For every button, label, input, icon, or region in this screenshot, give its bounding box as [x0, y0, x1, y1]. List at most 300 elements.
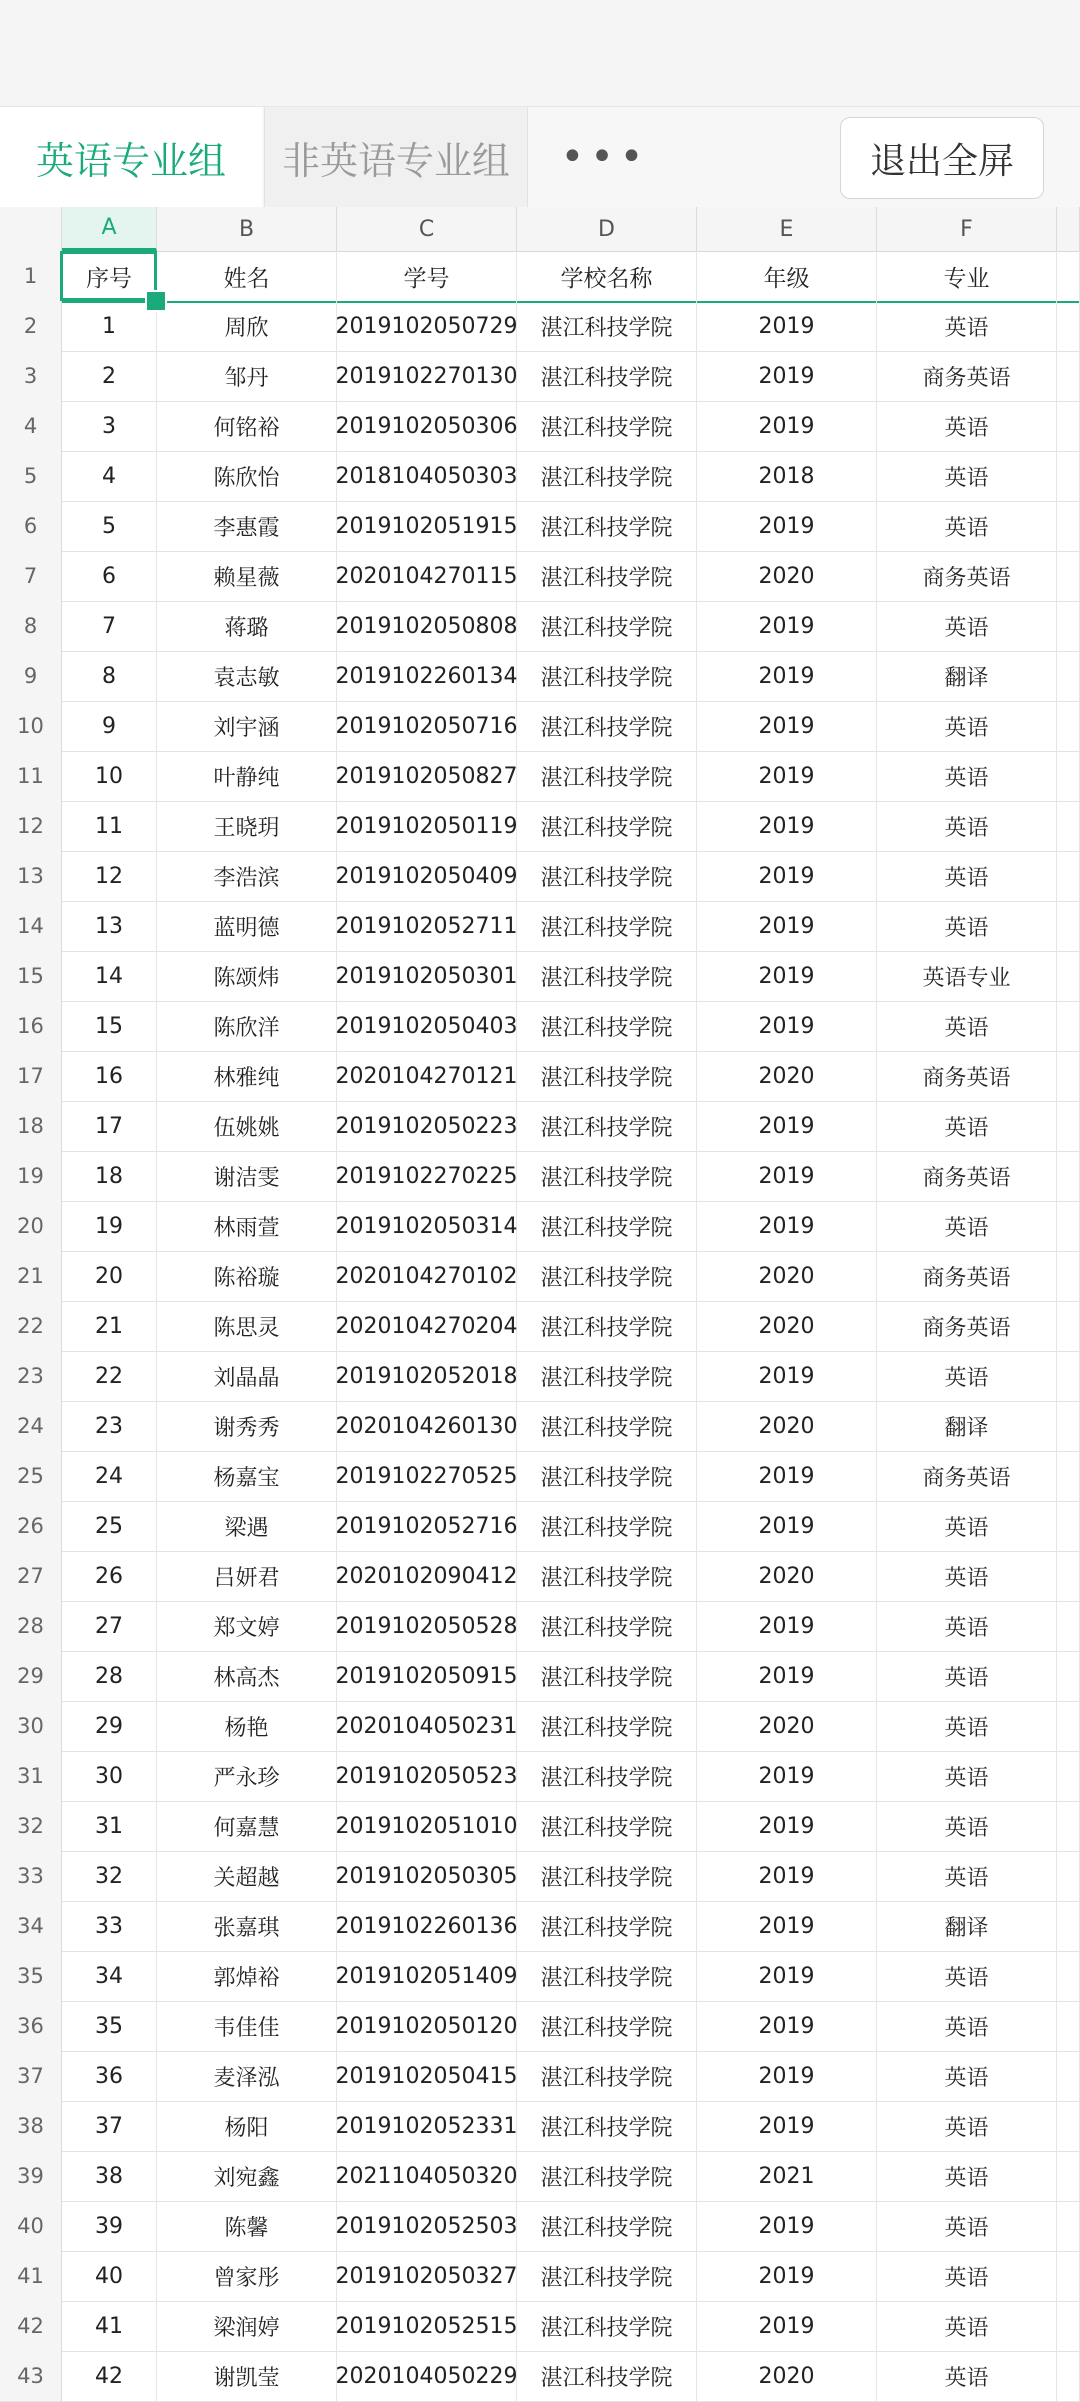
- table-cell[interactable]: 湛江科技学院: [517, 1251, 697, 1301]
- table-cell[interactable]: 41: [62, 2301, 157, 2351]
- table-cell[interactable]: 15: [62, 1001, 157, 1051]
- table-cell[interactable]: 2019: [697, 901, 877, 951]
- table-cell[interactable]: 湛江科技学院: [517, 1001, 697, 1051]
- table-cell[interactable]: [1057, 1101, 1080, 1151]
- table-cell[interactable]: 英语: [877, 1751, 1057, 1801]
- table-cell[interactable]: 2019: [697, 601, 877, 651]
- table-cell[interactable]: 2019: [697, 1001, 877, 1051]
- row-header[interactable]: 25: [0, 1451, 62, 1501]
- row-header[interactable]: 26: [0, 1501, 62, 1551]
- table-cell[interactable]: 陈颂炜: [157, 951, 337, 1001]
- table-cell[interactable]: 2020104270204: [337, 1301, 517, 1351]
- table-cell[interactable]: [1057, 2201, 1080, 2251]
- tab-english-major[interactable]: 英语专业组: [0, 107, 262, 207]
- row-header[interactable]: 6: [0, 501, 62, 551]
- table-cell[interactable]: [1057, 1251, 1080, 1301]
- column-title-cell[interactable]: 学号: [337, 251, 517, 301]
- table-cell[interactable]: 湛江科技学院: [517, 1901, 697, 1951]
- table-cell[interactable]: 2019102051915: [337, 501, 517, 551]
- table-cell[interactable]: 6: [62, 551, 157, 601]
- table-cell[interactable]: [1057, 401, 1080, 451]
- table-cell[interactable]: 2019102260136: [337, 1901, 517, 1951]
- row-header[interactable]: 23: [0, 1351, 62, 1401]
- table-cell[interactable]: 英语: [877, 851, 1057, 901]
- table-cell[interactable]: 谢凯莹: [157, 2351, 337, 2401]
- row-header[interactable]: 20: [0, 1201, 62, 1251]
- table-cell[interactable]: 2019102050327: [337, 2251, 517, 2301]
- table-cell[interactable]: [1057, 1551, 1080, 1601]
- table-cell[interactable]: [1057, 1301, 1080, 1351]
- table-cell[interactable]: 谢洁雯: [157, 1151, 337, 1201]
- table-cell[interactable]: 刘宇涵: [157, 701, 337, 751]
- table-cell[interactable]: 2019102260134: [337, 651, 517, 701]
- table-cell[interactable]: 湛江科技学院: [517, 2251, 697, 2301]
- row-header[interactable]: 33: [0, 1851, 62, 1901]
- table-cell[interactable]: 湛江科技学院: [517, 2151, 697, 2201]
- table-cell[interactable]: 13: [62, 901, 157, 951]
- table-cell[interactable]: 2020: [697, 1051, 877, 1101]
- row-header[interactable]: 29: [0, 1651, 62, 1701]
- table-cell[interactable]: [1057, 801, 1080, 851]
- tab-non-english-major[interactable]: 非英语专业组: [264, 107, 528, 207]
- table-cell[interactable]: 英语: [877, 451, 1057, 501]
- row-header[interactable]: 13: [0, 851, 62, 901]
- table-cell[interactable]: [1057, 1801, 1080, 1851]
- table-cell[interactable]: [1057, 1901, 1080, 1951]
- table-cell[interactable]: 2019102052503: [337, 2201, 517, 2251]
- fill-handle[interactable]: [145, 290, 167, 312]
- table-cell[interactable]: 2019102050403: [337, 1001, 517, 1051]
- table-cell[interactable]: 湛江科技学院: [517, 801, 697, 851]
- table-cell[interactable]: 2019102050528: [337, 1601, 517, 1651]
- table-cell[interactable]: [1057, 251, 1080, 301]
- row-header[interactable]: 8: [0, 601, 62, 651]
- table-cell[interactable]: 2019102050716: [337, 701, 517, 751]
- table-cell[interactable]: 24: [62, 1451, 157, 1501]
- table-cell[interactable]: 2019102270130: [337, 351, 517, 401]
- table-cell[interactable]: 2019102052018: [337, 1351, 517, 1401]
- table-cell[interactable]: 27: [62, 1601, 157, 1651]
- table-cell[interactable]: 湛江科技学院: [517, 851, 697, 901]
- table-cell[interactable]: [1057, 1051, 1080, 1101]
- table-cell[interactable]: 英语: [877, 1601, 1057, 1651]
- table-cell[interactable]: 23: [62, 1401, 157, 1451]
- row-header[interactable]: 34: [0, 1901, 62, 1951]
- row-header[interactable]: 30: [0, 1701, 62, 1751]
- table-cell[interactable]: 2019102052711: [337, 901, 517, 951]
- table-cell[interactable]: 18: [62, 1151, 157, 1201]
- table-cell[interactable]: 吕妍君: [157, 1551, 337, 1601]
- column-header-d[interactable]: D: [517, 207, 697, 251]
- row-header[interactable]: 10: [0, 701, 62, 751]
- row-header[interactable]: 19: [0, 1151, 62, 1201]
- table-cell[interactable]: 林雨萱: [157, 1201, 337, 1251]
- table-cell[interactable]: 12: [62, 851, 157, 901]
- table-cell[interactable]: 英语: [877, 1201, 1057, 1251]
- table-cell[interactable]: 33: [62, 1901, 157, 1951]
- table-cell[interactable]: 英语: [877, 701, 1057, 751]
- table-cell[interactable]: 湛江科技学院: [517, 2101, 697, 2151]
- row-header[interactable]: 7: [0, 551, 62, 601]
- table-cell[interactable]: [1057, 1401, 1080, 1451]
- table-cell[interactable]: 英语: [877, 1101, 1057, 1151]
- table-cell[interactable]: 2019: [697, 851, 877, 901]
- table-cell[interactable]: 英语: [877, 1501, 1057, 1551]
- row-header[interactable]: 11: [0, 751, 62, 801]
- column-title-cell[interactable]: 姓名: [157, 251, 337, 301]
- table-cell[interactable]: 商务英语: [877, 1301, 1057, 1351]
- table-cell[interactable]: 湛江科技学院: [517, 951, 697, 1001]
- table-cell[interactable]: 英语: [877, 1551, 1057, 1601]
- table-cell[interactable]: [1057, 1501, 1080, 1551]
- table-cell[interactable]: 30: [62, 1751, 157, 1801]
- table-cell[interactable]: 2019102050119: [337, 801, 517, 851]
- table-cell[interactable]: 2020: [697, 1701, 877, 1751]
- table-cell[interactable]: 9: [62, 701, 157, 751]
- row-header[interactable]: 35: [0, 1951, 62, 2001]
- row-header[interactable]: 36: [0, 2001, 62, 2051]
- table-cell[interactable]: 2019102050827: [337, 751, 517, 801]
- table-cell[interactable]: 2019102270525: [337, 1451, 517, 1501]
- table-cell[interactable]: 英语: [877, 2251, 1057, 2301]
- row-header[interactable]: 17: [0, 1051, 62, 1101]
- table-cell[interactable]: 湛江科技学院: [517, 651, 697, 701]
- table-cell[interactable]: 37: [62, 2101, 157, 2151]
- table-cell[interactable]: 14: [62, 951, 157, 1001]
- table-cell[interactable]: 翻译: [877, 1901, 1057, 1951]
- table-cell[interactable]: 2019102050915: [337, 1651, 517, 1701]
- table-cell[interactable]: 2019102051010: [337, 1801, 517, 1851]
- table-cell[interactable]: 伍姚姚: [157, 1101, 337, 1151]
- table-cell[interactable]: 英语专业: [877, 951, 1057, 1001]
- table-cell[interactable]: [1057, 851, 1080, 901]
- table-cell[interactable]: 湛江科技学院: [517, 351, 697, 401]
- row-header[interactable]: 18: [0, 1101, 62, 1151]
- table-cell[interactable]: 20: [62, 1251, 157, 1301]
- table-cell[interactable]: [1057, 751, 1080, 801]
- table-cell[interactable]: [1057, 1651, 1080, 1701]
- table-cell[interactable]: 2019: [697, 2301, 877, 2351]
- table-cell[interactable]: [1057, 1701, 1080, 1751]
- column-title-cell[interactable]: 序号: [62, 251, 157, 301]
- table-cell[interactable]: 湛江科技学院: [517, 1101, 697, 1151]
- table-cell[interactable]: 2020102090412: [337, 1551, 517, 1601]
- row-header[interactable]: 21: [0, 1251, 62, 1301]
- table-cell[interactable]: [1057, 2351, 1080, 2401]
- table-cell[interactable]: 英语: [877, 1801, 1057, 1851]
- table-cell[interactable]: 湛江科技学院: [517, 1351, 697, 1401]
- table-cell[interactable]: 何铭裕: [157, 401, 337, 451]
- table-cell[interactable]: [1057, 2051, 1080, 2101]
- table-cell[interactable]: 陈裕璇: [157, 1251, 337, 1301]
- table-cell[interactable]: [1057, 1351, 1080, 1401]
- column-title-cell[interactable]: 年级: [697, 251, 877, 301]
- table-cell[interactable]: 湛江科技学院: [517, 1701, 697, 1751]
- table-cell[interactable]: 湛江科技学院: [517, 1951, 697, 2001]
- table-cell[interactable]: 25: [62, 1501, 157, 1551]
- table-cell[interactable]: [1057, 2151, 1080, 2201]
- row-header[interactable]: 22: [0, 1301, 62, 1351]
- table-cell[interactable]: 2019: [697, 1101, 877, 1151]
- table-cell[interactable]: 张嘉琪: [157, 1901, 337, 1951]
- table-cell[interactable]: 邹丹: [157, 351, 337, 401]
- row-header[interactable]: 2: [0, 301, 62, 351]
- table-cell[interactable]: 34: [62, 1951, 157, 2001]
- table-cell[interactable]: 8: [62, 651, 157, 701]
- table-cell[interactable]: [1057, 2301, 1080, 2351]
- table-cell[interactable]: 陈思灵: [157, 1301, 337, 1351]
- table-cell[interactable]: 蒋璐: [157, 601, 337, 651]
- table-cell[interactable]: 英语: [877, 401, 1057, 451]
- table-cell[interactable]: 2019102050415: [337, 2051, 517, 2101]
- row-header[interactable]: 31: [0, 1751, 62, 1801]
- table-cell[interactable]: 叶静纯: [157, 751, 337, 801]
- table-cell[interactable]: 英语: [877, 901, 1057, 951]
- table-cell[interactable]: 湛江科技学院: [517, 1601, 697, 1651]
- table-cell[interactable]: 英语: [877, 2051, 1057, 2101]
- table-cell[interactable]: 陈欣洋: [157, 1001, 337, 1051]
- table-cell[interactable]: 英语: [877, 501, 1057, 551]
- table-cell[interactable]: 梁遇: [157, 1501, 337, 1551]
- table-cell[interactable]: 2019102050301: [337, 951, 517, 1001]
- row-header[interactable]: 1: [0, 251, 62, 301]
- table-cell[interactable]: 35: [62, 2001, 157, 2051]
- table-cell[interactable]: 湛江科技学院: [517, 1551, 697, 1601]
- table-cell[interactable]: 2019102050120: [337, 2001, 517, 2051]
- table-cell[interactable]: 湛江科技学院: [517, 551, 697, 601]
- table-cell[interactable]: 2018: [697, 451, 877, 501]
- table-cell[interactable]: 2019: [697, 1201, 877, 1251]
- table-cell[interactable]: 2020104270121: [337, 1051, 517, 1101]
- table-cell[interactable]: 林高杰: [157, 1651, 337, 1701]
- table-cell[interactable]: [1057, 951, 1080, 1001]
- table-cell[interactable]: 2021104050320: [337, 2151, 517, 2201]
- table-cell[interactable]: 11: [62, 801, 157, 851]
- table-cell[interactable]: 2019: [697, 951, 877, 1001]
- row-header[interactable]: 41: [0, 2251, 62, 2301]
- table-cell[interactable]: 2019102050808: [337, 601, 517, 651]
- table-cell[interactable]: 38: [62, 2151, 157, 2201]
- table-cell[interactable]: 2019102270225: [337, 1151, 517, 1201]
- table-cell[interactable]: 7: [62, 601, 157, 651]
- table-cell[interactable]: 29: [62, 1701, 157, 1751]
- table-cell[interactable]: 36: [62, 2051, 157, 2101]
- table-cell[interactable]: 19: [62, 1201, 157, 1251]
- table-cell[interactable]: 2019102050314: [337, 1201, 517, 1251]
- table-cell[interactable]: [1057, 1001, 1080, 1051]
- table-cell[interactable]: 刘宛鑫: [157, 2151, 337, 2201]
- table-cell[interactable]: 2020104270102: [337, 1251, 517, 1301]
- table-cell[interactable]: 2020: [697, 1301, 877, 1351]
- table-cell[interactable]: 英语: [877, 2351, 1057, 2401]
- table-cell[interactable]: 林雅纯: [157, 1051, 337, 1101]
- table-cell[interactable]: 王晓玥: [157, 801, 337, 851]
- table-cell[interactable]: 21: [62, 1301, 157, 1351]
- table-cell[interactable]: [1057, 651, 1080, 701]
- column-header-c[interactable]: C: [337, 207, 517, 251]
- table-cell[interactable]: 刘晶晶: [157, 1351, 337, 1401]
- table-cell[interactable]: 英语: [877, 1851, 1057, 1901]
- table-cell[interactable]: 2019102050729: [337, 301, 517, 351]
- table-cell[interactable]: 郭焯裕: [157, 1951, 337, 2001]
- table-cell[interactable]: [1057, 301, 1080, 351]
- table-cell[interactable]: 2020: [697, 1551, 877, 1601]
- table-cell[interactable]: 商务英语: [877, 351, 1057, 401]
- table-cell[interactable]: 2020: [697, 2351, 877, 2401]
- table-cell[interactable]: 2019: [697, 1151, 877, 1201]
- row-header[interactable]: 39: [0, 2151, 62, 2201]
- select-all-corner[interactable]: [0, 207, 62, 251]
- table-cell[interactable]: 关超越: [157, 1851, 337, 1901]
- table-cell[interactable]: 湛江科技学院: [517, 901, 697, 951]
- table-cell[interactable]: 2019: [697, 801, 877, 851]
- table-cell[interactable]: 杨阳: [157, 2101, 337, 2151]
- column-header-a[interactable]: A: [62, 207, 157, 251]
- table-cell[interactable]: 李惠霞: [157, 501, 337, 551]
- row-header[interactable]: 5: [0, 451, 62, 501]
- table-cell[interactable]: 湛江科技学院: [517, 1301, 697, 1351]
- table-cell[interactable]: 2019102052331: [337, 2101, 517, 2151]
- table-cell[interactable]: 2019: [697, 701, 877, 751]
- table-cell[interactable]: 28: [62, 1651, 157, 1701]
- table-cell[interactable]: 2019: [697, 501, 877, 551]
- table-cell[interactable]: [1057, 701, 1080, 751]
- table-cell[interactable]: 湛江科技学院: [517, 2201, 697, 2251]
- row-header[interactable]: 32: [0, 1801, 62, 1851]
- table-cell[interactable]: 湛江科技学院: [517, 1451, 697, 1501]
- table-cell[interactable]: 英语: [877, 1701, 1057, 1751]
- table-cell[interactable]: 曾家彤: [157, 2251, 337, 2301]
- table-cell[interactable]: [1057, 351, 1080, 401]
- table-cell[interactable]: 英语: [877, 1351, 1057, 1401]
- table-cell[interactable]: 2020104050231: [337, 1701, 517, 1751]
- table-cell[interactable]: 湛江科技学院: [517, 1401, 697, 1451]
- table-cell[interactable]: 2019: [697, 2201, 877, 2251]
- table-cell[interactable]: 袁志敏: [157, 651, 337, 701]
- table-cell[interactable]: 湛江科技学院: [517, 1201, 697, 1251]
- table-cell[interactable]: 湛江科技学院: [517, 401, 697, 451]
- table-cell[interactable]: 商务英语: [877, 1051, 1057, 1101]
- table-cell[interactable]: 英语: [877, 1951, 1057, 2001]
- table-cell[interactable]: 郑文婷: [157, 1601, 337, 1651]
- table-cell[interactable]: [1057, 2001, 1080, 2051]
- table-cell[interactable]: [1057, 551, 1080, 601]
- table-cell[interactable]: 2021: [697, 2151, 877, 2201]
- table-cell[interactable]: 李浩滨: [157, 851, 337, 901]
- table-cell[interactable]: 40: [62, 2251, 157, 2301]
- table-cell[interactable]: [1057, 1751, 1080, 1801]
- row-header[interactable]: 40: [0, 2201, 62, 2251]
- table-cell[interactable]: 英语: [877, 2151, 1057, 2201]
- table-cell[interactable]: 2019: [697, 2051, 877, 2101]
- column-title-cell[interactable]: 学校名称: [517, 251, 697, 301]
- row-header[interactable]: 38: [0, 2101, 62, 2151]
- more-icon[interactable]: •••: [560, 134, 650, 180]
- table-cell[interactable]: 2019: [697, 301, 877, 351]
- table-cell[interactable]: 2019: [697, 401, 877, 451]
- column-header-b[interactable]: B: [157, 207, 337, 251]
- table-cell[interactable]: 湛江科技学院: [517, 1151, 697, 1201]
- table-cell[interactable]: 2019102050409: [337, 851, 517, 901]
- table-cell[interactable]: [1057, 2251, 1080, 2301]
- row-header[interactable]: 37: [0, 2051, 62, 2101]
- table-cell[interactable]: 2020: [697, 1401, 877, 1451]
- table-cell[interactable]: 英语: [877, 801, 1057, 851]
- table-cell[interactable]: [1057, 1151, 1080, 1201]
- table-cell[interactable]: [1057, 1201, 1080, 1251]
- table-cell[interactable]: [1057, 901, 1080, 951]
- table-cell[interactable]: 湛江科技学院: [517, 1751, 697, 1801]
- table-cell[interactable]: 韦佳佳: [157, 2001, 337, 2051]
- table-cell[interactable]: 麦泽泓: [157, 2051, 337, 2101]
- table-cell[interactable]: 10: [62, 751, 157, 801]
- table-cell[interactable]: 2019102051409: [337, 1951, 517, 2001]
- table-cell[interactable]: 39: [62, 2201, 157, 2251]
- row-header[interactable]: 9: [0, 651, 62, 701]
- table-cell[interactable]: 英语: [877, 1001, 1057, 1051]
- table-cell[interactable]: 杨艳: [157, 1701, 337, 1751]
- row-header[interactable]: 24: [0, 1401, 62, 1451]
- table-cell[interactable]: 31: [62, 1801, 157, 1851]
- table-cell[interactable]: 英语: [877, 2201, 1057, 2251]
- table-cell[interactable]: 商务英语: [877, 1451, 1057, 1501]
- table-cell[interactable]: 2019: [697, 651, 877, 701]
- table-cell[interactable]: 英语: [877, 601, 1057, 651]
- table-cell[interactable]: 湛江科技学院: [517, 2051, 697, 2101]
- row-header[interactable]: 12: [0, 801, 62, 851]
- table-cell[interactable]: 湛江科技学院: [517, 2351, 697, 2401]
- table-cell[interactable]: 湛江科技学院: [517, 601, 697, 651]
- table-cell[interactable]: 杨嘉宝: [157, 1451, 337, 1501]
- table-cell[interactable]: 商务英语: [877, 1251, 1057, 1301]
- table-cell[interactable]: 湛江科技学院: [517, 2301, 697, 2351]
- table-cell[interactable]: 陈馨: [157, 2201, 337, 2251]
- table-cell[interactable]: 5: [62, 501, 157, 551]
- table-cell[interactable]: 湛江科技学院: [517, 1801, 697, 1851]
- column-header-f[interactable]: F: [877, 207, 1057, 251]
- table-cell[interactable]: 何嘉慧: [157, 1801, 337, 1851]
- table-cell[interactable]: 16: [62, 1051, 157, 1101]
- table-cell[interactable]: 2019102050306: [337, 401, 517, 451]
- table-cell[interactable]: 2020: [697, 1251, 877, 1301]
- table-cell[interactable]: 2019: [697, 1601, 877, 1651]
- table-cell[interactable]: 英语: [877, 301, 1057, 351]
- table-cell[interactable]: 2019: [697, 2251, 877, 2301]
- table-cell[interactable]: 2019102052515: [337, 2301, 517, 2351]
- table-cell[interactable]: [1057, 1451, 1080, 1501]
- table-cell[interactable]: 英语: [877, 2101, 1057, 2151]
- table-cell[interactable]: [1057, 1601, 1080, 1651]
- table-cell[interactable]: 42: [62, 2351, 157, 2401]
- table-cell[interactable]: 湛江科技学院: [517, 1651, 697, 1701]
- table-cell[interactable]: [1057, 601, 1080, 651]
- table-cell[interactable]: [1057, 1851, 1080, 1901]
- table-cell[interactable]: 2019: [697, 1351, 877, 1401]
- table-cell[interactable]: [1057, 2101, 1080, 2151]
- table-cell[interactable]: 2020104260130: [337, 1401, 517, 1451]
- row-header[interactable]: 43: [0, 2351, 62, 2401]
- table-cell[interactable]: 2018104050303: [337, 451, 517, 501]
- table-cell[interactable]: 2019: [697, 2101, 877, 2151]
- row-header[interactable]: 28: [0, 1601, 62, 1651]
- table-cell[interactable]: 2019102052716: [337, 1501, 517, 1551]
- row-header[interactable]: 4: [0, 401, 62, 451]
- column-header-g[interactable]: [1057, 207, 1080, 251]
- table-cell[interactable]: 翻译: [877, 651, 1057, 701]
- column-header-e[interactable]: E: [697, 207, 877, 251]
- table-cell[interactable]: 2020104270115: [337, 551, 517, 601]
- table-cell[interactable]: 2019102050223: [337, 1101, 517, 1151]
